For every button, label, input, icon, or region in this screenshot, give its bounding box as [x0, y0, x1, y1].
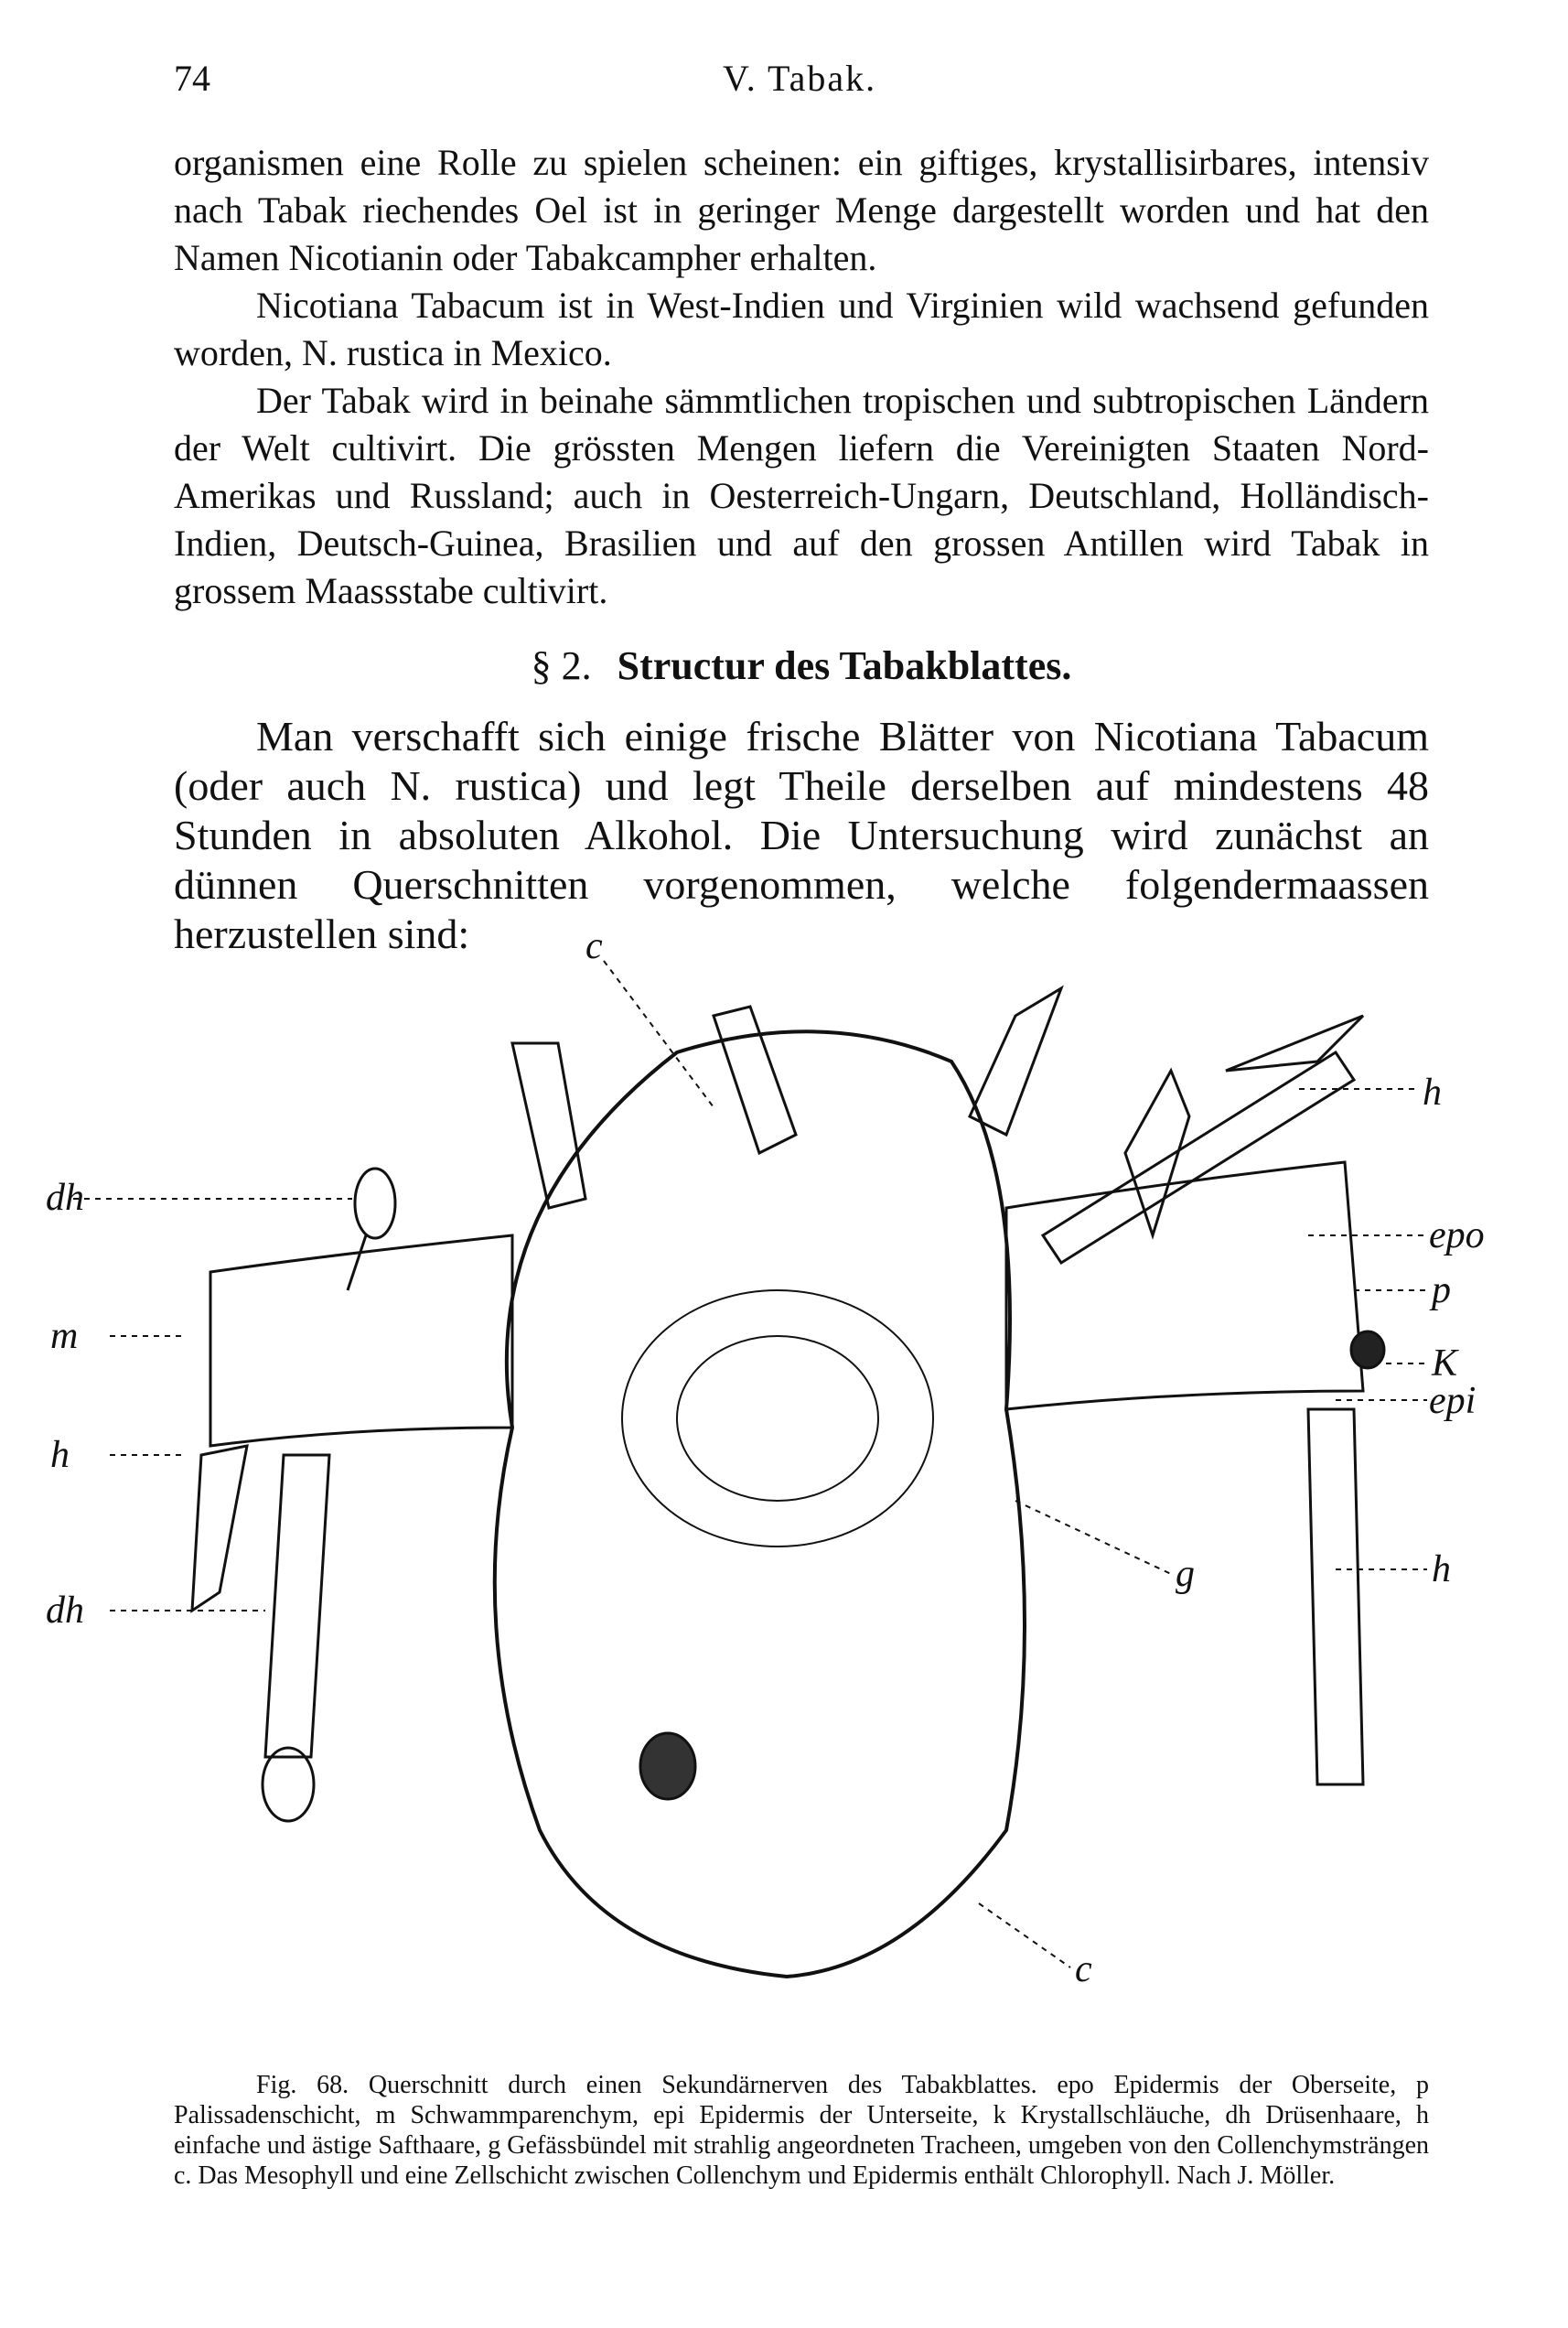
body-text — [174, 139, 1429, 615]
running-head: V. Tabak. — [723, 58, 877, 99]
label-h-top-right: h — [1423, 1072, 1442, 1114]
page-number: 74 — [174, 58, 210, 99]
label-K: K — [1432, 1342, 1458, 1385]
figure-caption — [174, 2070, 1429, 2191]
section-heading — [174, 642, 1429, 689]
lead-paragraph: Man verschafft sich einige frische Blätter von Nicotiana Tabacum (oder auch N. rustica) und legt Theile derselben auf mindestens 48 Stunden in absoluten Alkohol. Die Untersuchung wird zunächst an dünnen Querschnitten vorgenommen, welche folgendermaassen herzustellen sind: — [174, 713, 1429, 957]
label-epo: epo — [1429, 1214, 1485, 1256]
label-m: m — [50, 1315, 79, 1357]
glandular-hair-bottom-left — [263, 1748, 314, 1821]
midrib-outline — [495, 1031, 1025, 1977]
label-epi: epi — [1429, 1380, 1477, 1422]
paragraph-continuation: organismen eine Rolle zu spielen scheinen: ein giftiges, krystallisirbares, intensiv nach Tabak riechendes Oel ist in geringer Menge dargestellt worden und hat den Namen Nicotianin oder Tabakcampher erhalten. — [174, 142, 1429, 278]
hair-top-right — [970, 988, 1061, 1135]
label-g: g — [1176, 1553, 1195, 1595]
caption-text: Fig. 68. Querschnitt durch einen Sekundärnerven des Tabakblattes. epo Epidermis der Oberseite, p Palissadenschicht, m Schwammparenchym, epi Epidermis der Unterseite, k Krystallschläuche, dh Drüsenhaare, h einfache und ästige Safthaare, g Gefässbündel mit strahlig angeordneten Tracheen, umgeben von den Collenchymsträngen c. Das Mesophyll und eine Zellschicht zwischen Collenchym und Epidermis enthält Chlorophyll. Nach J. Möller. — [174, 2071, 1429, 2190]
crystal-sac-midrib — [640, 1733, 695, 1799]
label-dh-left-bottom: dh — [46, 1590, 84, 1632]
section-title: Structur des Tabakblattes. — [617, 643, 1072, 688]
label-h-left: h — [50, 1434, 70, 1476]
vascular-bundle — [622, 1290, 933, 1547]
label-c-bottom: c — [1075, 1948, 1092, 1990]
paragraph-origin: Nicotiana Tabacum ist in West-Indien und Virginien wild wachsend gefunden worden, N. rustica in Mexico. — [174, 285, 1429, 373]
label-h-right: h — [1432, 1548, 1451, 1590]
crystal-sac — [1351, 1331, 1384, 1368]
section-lead-text — [174, 712, 1429, 959]
glandular-hair-top-left — [355, 1169, 395, 1238]
leaf-blade-right — [1006, 1162, 1363, 1409]
label-c-top: c — [585, 925, 603, 967]
leaf-blade-left — [210, 1235, 512, 1446]
page-header — [174, 57, 1427, 102]
hair-left-outer — [192, 1446, 247, 1611]
label-dh-left-top: dh — [46, 1177, 84, 1219]
hair-right — [1308, 1409, 1363, 1784]
hair-left-inner — [265, 1455, 329, 1757]
hair-top-left — [512, 1043, 585, 1208]
label-p: p — [1432, 1269, 1451, 1311]
cross-section-illustration — [37, 933, 1537, 2050]
paragraph-cultivation: Der Tabak wird in beinahe sämmtlichen tropischen und subtropischen Ländern der Welt cultivirt. Die grössten Mengen liefern die Vereinigten Staaten Nord-Amerikas und Russland; auch in Oesterreich-Ungarn, Deutschland, Holländisch-Indien, Deutsch-Guinea, Brasilien und auf den grossen Antillen wird Tabak in grossem Maassstabe cultivirt. — [174, 380, 1429, 611]
figure-68-leaf-cross-section — [37, 925, 1537, 2050]
hair-branched — [1043, 1052, 1354, 1263]
section-number: § 2. — [531, 643, 592, 688]
hair-top-mid — [714, 1007, 796, 1153]
